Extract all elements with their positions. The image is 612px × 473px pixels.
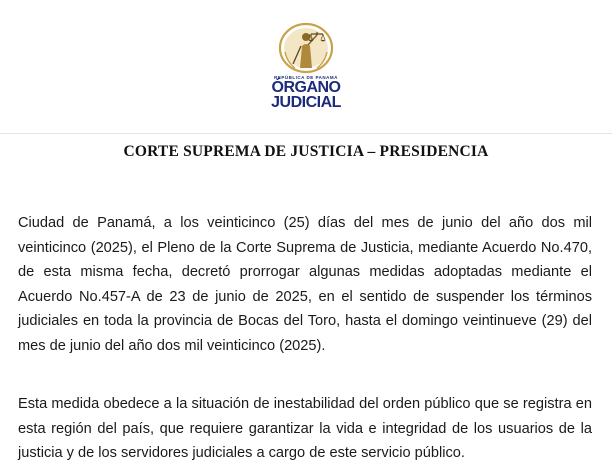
logo-name-line1: ÓRGANO bbox=[271, 79, 341, 96]
lady-justice-seal-icon bbox=[277, 22, 335, 74]
paragraph-1: Ciudad de Panamá, a los veinticinco (25) días del mes de junio del año dos mil veinticinco (2025), el Pleno de la Corte Suprema de Justicia, mediante Acuerdo No.470, de esta misma fecha, decretó prorrogar algunas medidas adoptadas mediante el Acuerdo No.457-A de 23 de junio de 2025, en el sentido de suspender los términos judiciales en toda la provincia de Bocas del Toro, hasta el domingo veintinueve (29) del mes de junio del año dos mil veinticinco (2025). bbox=[18, 215, 592, 354]
organo-judicial-logo bbox=[260, 22, 352, 122]
document-title: CORTE SUPREMA DE JUSTICIA – PRESIDENCIA bbox=[123, 143, 489, 160]
paragraph-2: Esta medida obedece a la situación de inestabilidad del orden público que se registra en esta región del país, que requiere garantizar la vida e integridad de los usuarios de la justicia y de los servidores judiciales a cargo de este servicio público. bbox=[18, 396, 592, 461]
logo-name-line2: JUDICIAL bbox=[271, 94, 341, 111]
header-divider bbox=[0, 133, 612, 134]
logo-republic-text: REPÚBLICA DE PANAMÁ bbox=[274, 75, 338, 80]
